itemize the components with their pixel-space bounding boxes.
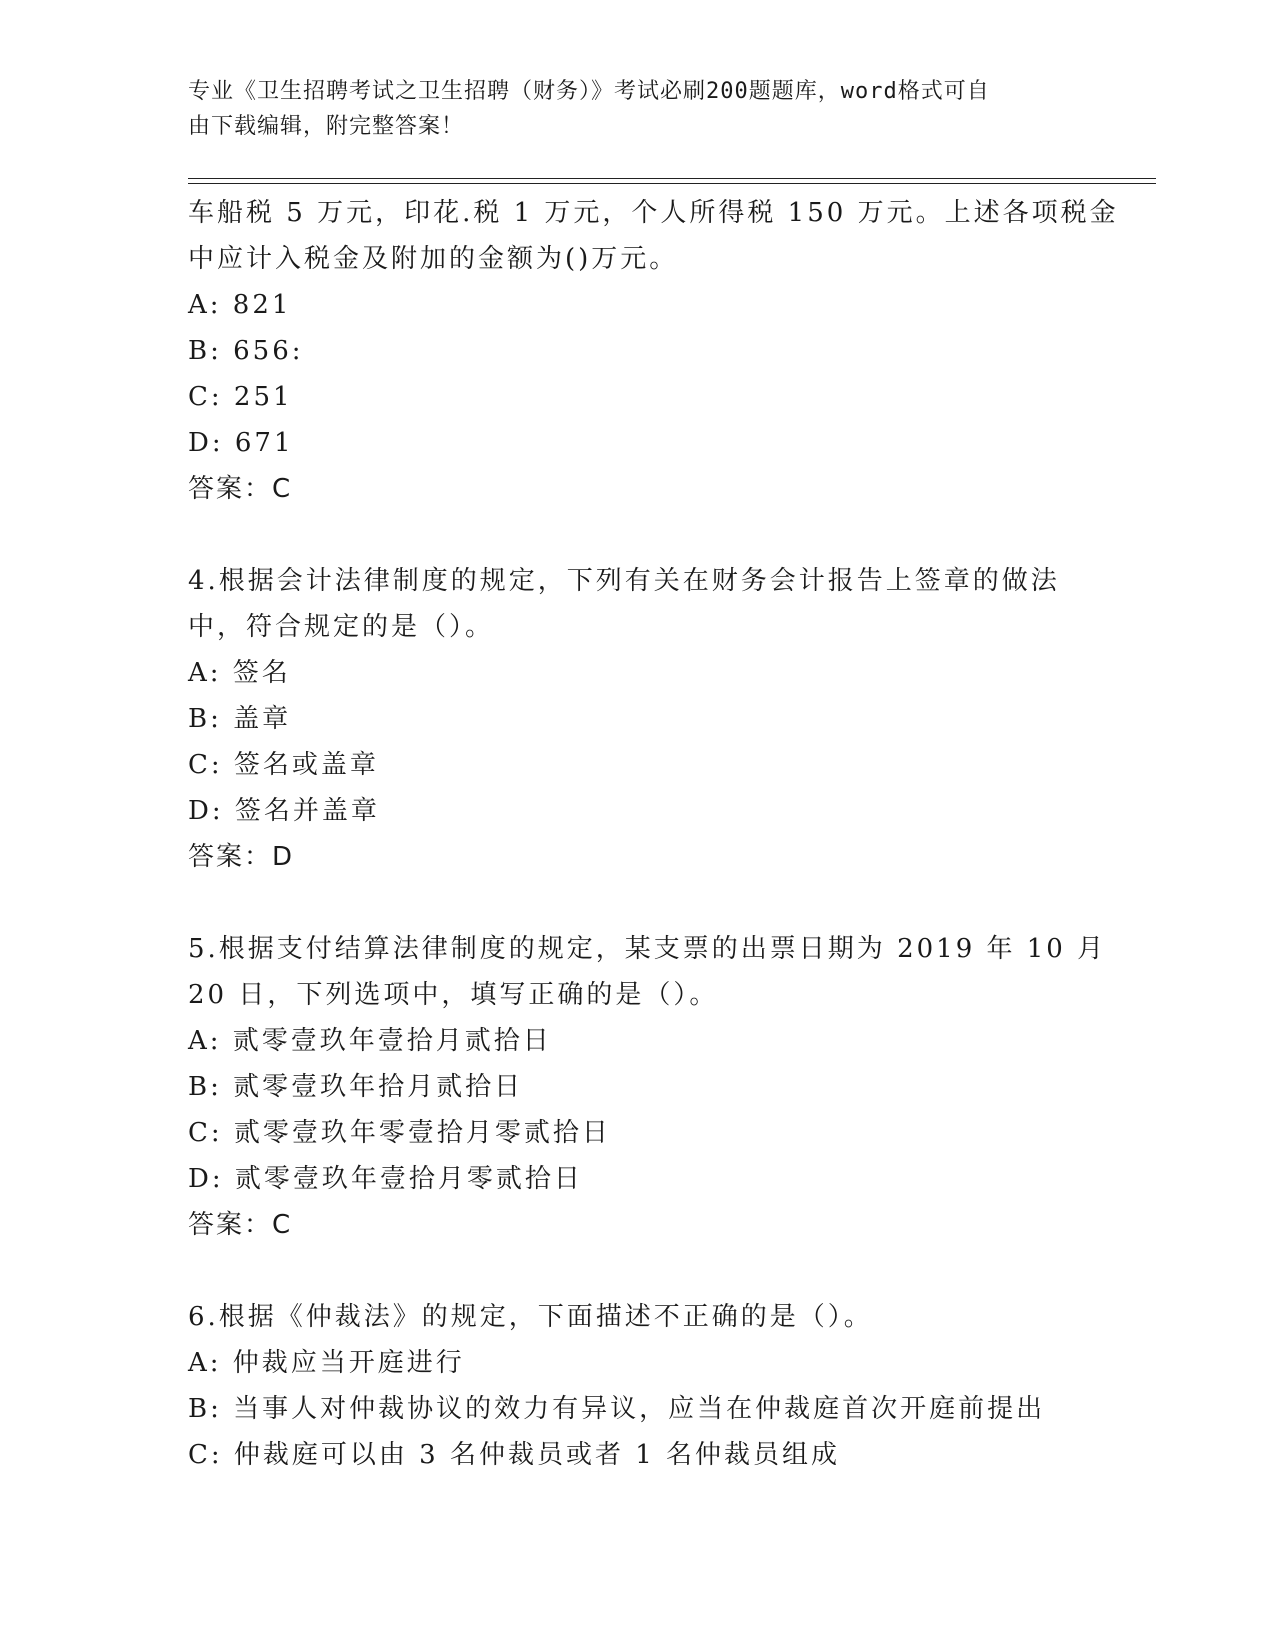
header-line-2: 由下载编辑，附完整答案！ <box>188 114 465 139</box>
option-a: A: 贰零壹玖年壹拾月贰拾日 <box>188 1026 552 1056</box>
header-line-1: 专业《卫生招聘考试之卫生招聘（财务）》考试必刷200题题库，word格式可自 <box>188 79 990 104</box>
option-b: B: 当事人对仲裁协议的效力有异议，应当在仲裁庭首次开庭前提出 <box>188 1394 1046 1424</box>
question-stem: 车船税 5 万元，印花.税 1 万元，个人所得税 150 万元。上述各项税金 <box>188 198 1119 228</box>
answer-label: 答案：C <box>188 474 293 504</box>
option-d: D: 贰零壹玖年壹拾月零贰拾日 <box>188 1164 583 1194</box>
question-stem: 中应计入税金及附加的金额为()万元。 <box>188 244 679 274</box>
spacer <box>188 880 1088 926</box>
question-3 <box>188 190 1119 512</box>
document-header <box>188 74 1088 144</box>
option-a: A: 821 <box>188 290 292 320</box>
question-6 <box>188 1294 1088 1478</box>
option-b: B: 贰零壹玖年拾月贰拾日 <box>188 1072 524 1102</box>
spacer <box>188 512 1088 558</box>
option-d: D: 671 <box>188 428 294 458</box>
question-stem: 5.根据支付结算法律制度的规定，某支票的出票日期为 2019 年 10 月 <box>188 934 1107 964</box>
question-stem: 20 日，下列选项中，填写正确的是（）。 <box>188 980 719 1010</box>
question-stem: 4.根据会计法律制度的规定，下列有关在财务会计报告上签章的做法 <box>188 566 1060 596</box>
option-c: C: 251 <box>188 382 293 412</box>
spacer <box>188 1248 1088 1294</box>
option-d: D: 签名并盖章 <box>188 796 380 826</box>
option-b: B: 656: <box>188 336 304 366</box>
option-c: C: 贰零壹玖年零壹拾月零贰拾日 <box>188 1118 611 1148</box>
option-a: A: 仲裁应当开庭进行 <box>188 1348 465 1378</box>
option-c: C: 签名或盖章 <box>188 750 379 780</box>
question-4 <box>188 558 1088 880</box>
option-c: C: 仲裁庭可以由 3 名仲裁员或者 1 名仲裁员组成 <box>188 1440 841 1470</box>
question-5 <box>188 926 1107 1248</box>
question-list <box>188 190 1119 1478</box>
question-stem: 6.根据《仲裁法》的规定，下面描述不正确的是（）。 <box>188 1302 873 1332</box>
option-b: B: 盖章 <box>188 704 292 734</box>
header-divider-top <box>188 178 1156 179</box>
header-divider-bottom <box>188 183 1156 184</box>
option-a: A: 签名 <box>188 658 291 688</box>
question-stem: 中，符合规定的是（）。 <box>188 612 495 642</box>
answer-label: 答案：D <box>188 842 295 872</box>
answer-label: 答案：C <box>188 1210 293 1240</box>
